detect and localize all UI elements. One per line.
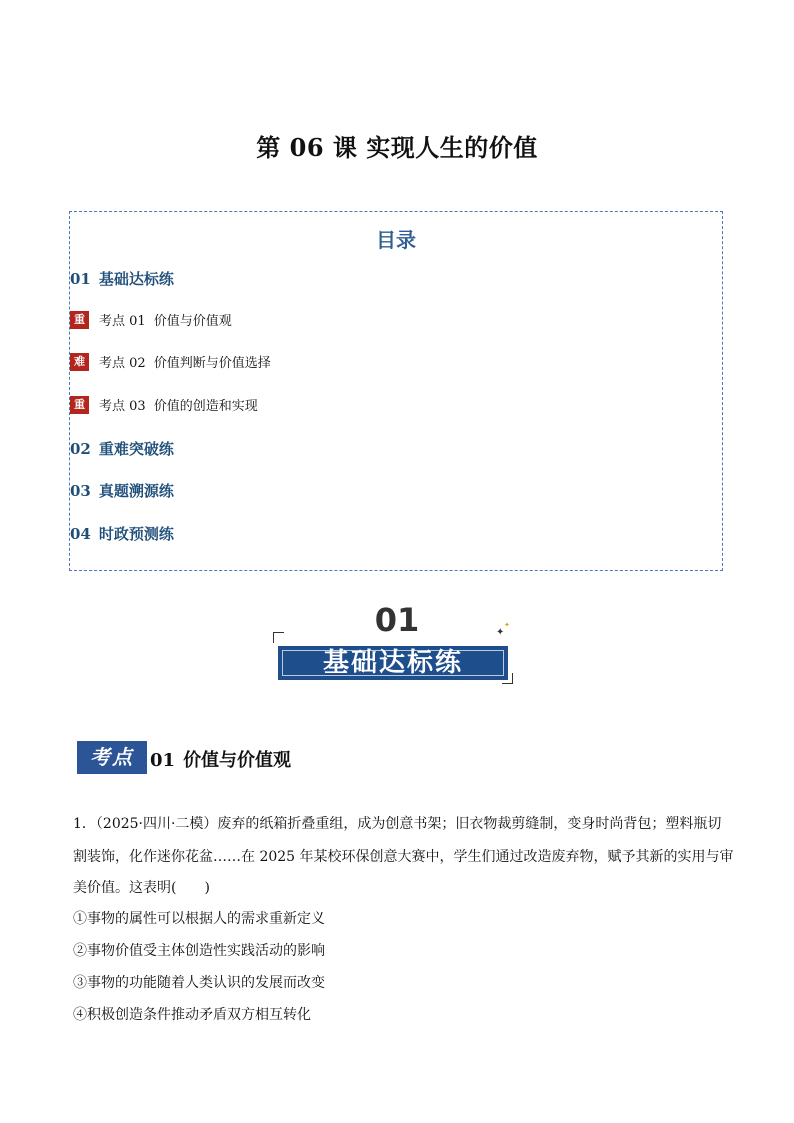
toc-section-num: 04 [70,525,91,543]
table-of-contents [69,211,723,571]
toc-section-label: 重难突破练 [98,440,174,458]
toc-item-kaodian: 考点 01 [99,314,146,329]
kaodian-heading [150,746,291,772]
answer-option: ①事物的属性可以根据人的需求重新定义 [73,911,325,927]
toc-section-num: 01 [70,270,91,288]
question-text-line: 割装饰，化作迷你花盆……在 2025 年某校环保创意大赛中，学生们通过改造废弃物，赋予其新的实用与审 [73,849,734,865]
kaodian-title: 价值与价值观 [183,750,292,771]
kaodian-badge: 考点 [77,741,147,774]
answer-option: ④积极创造条件推动矛盾双方相互转化 [73,1007,311,1023]
section-banner: 基础达标练 [278,646,508,680]
toc-item-kaodian: 考点 03 [99,399,146,414]
toc-section-label: 时政预测练 [98,525,174,543]
toc-section-2[interactable] [70,438,174,459]
toc-section-label: 真题溯源练 [98,482,174,500]
page-title: 第 06 课 实现人生的价值 [256,133,538,162]
tag-badge: 难 [70,353,89,371]
toc-section-num: 03 [70,482,91,500]
toc-section-1[interactable] [70,268,174,289]
tag-badge: 重 [70,311,89,329]
sparkle-icon: ✦ [496,627,505,638]
toc-item-label: 价值判断与价值选择 [153,356,271,371]
section-banner-number: 01 [374,601,420,639]
question-text-line: 美价值。这表明( ) [73,880,210,896]
question-text-line: 1．（2025·四川·二模）废弃的纸箱折叠重组，成为创意书架；旧衣物裁剪缝制，变身时尚背包；塑料瓶切 [73,816,722,832]
sparkle-icon: ✦ [504,621,510,629]
toc-item-label: 价值与价值观 [153,314,232,329]
banner-corner-decoration [273,632,284,643]
toc-section-3[interactable] [70,480,174,501]
toc-item-3[interactable] [70,395,258,414]
answer-option: ③事物的功能随着人类认识的发展而改变 [73,975,325,991]
toc-heading: 目录 [376,228,416,252]
toc-item-label: 价值的创造和实现 [153,399,258,414]
toc-item-kaodian: 考点 02 [99,356,146,371]
kaodian-number: 01 [150,750,176,771]
toc-section-4[interactable] [70,523,174,544]
toc-section-num: 02 [70,440,91,458]
toc-item-2[interactable] [70,352,271,371]
tag-badge: 重 [70,396,89,414]
toc-section-label: 基础达标练 [98,270,174,288]
answer-option: ②事物价值受主体创造性实践活动的影响 [73,943,325,959]
toc-item-1[interactable] [70,310,232,329]
